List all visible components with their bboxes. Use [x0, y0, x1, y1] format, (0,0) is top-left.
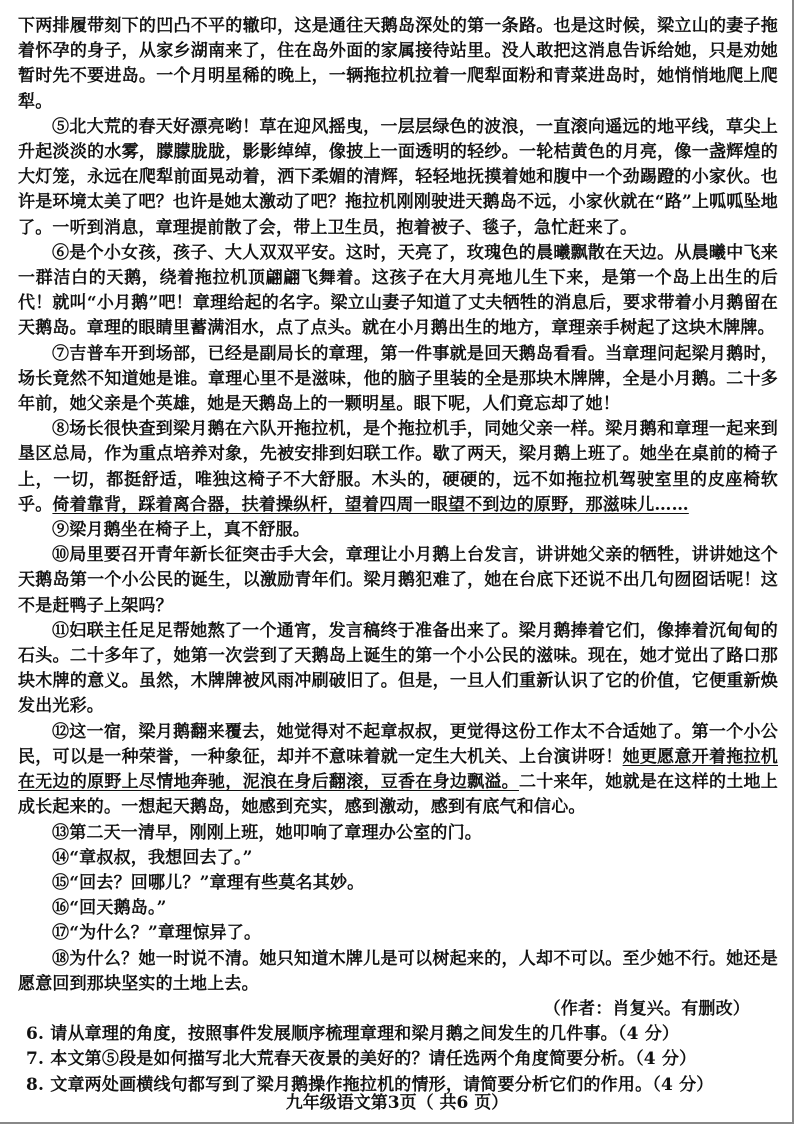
- paragraph-10: ⑩局里要召开青年新长征突击手大会，章理让小月鹅上台发言，讲讲她父亲的牺牲，讲讲她这个天鹅岛第一个小公民的诞生，以激励青年们。梁月鹅犯难了，她在台底下还说不出几句囫囵话呢！这不是赶鸭子上架吗？: [18, 545, 778, 616]
- paragraph-continued: 下两排履带刻下的凹凸不平的辙印，这是通往天鹅岛深处的第一条路。也是这时候，梁立山的妻子拖着怀孕的身子，从家乡湖南来了，住在岛外面的家属接待站里。没人敢把这消息告诉给她，只是劝她暂时先不要进岛。一个月明星稀的晚上，一辆拖拉机拉着一爬犁面粉和青菜进岛时，她悄悄地爬上爬犁。: [18, 16, 778, 112]
- paragraph-17: ⑰“为什么？”章理惊异了。: [52, 923, 262, 944]
- underlined-sentence-2: 她更愿意开着拖拉机在无边的原野上尽情地奔驰，泥浪在身后翻滚，豆香在身边飘溢。: [18, 746, 778, 793]
- paragraph-18: ⑱为什么？她一时说不清。她只知道木牌儿是可以树起来的，人却不可以。至少她不行。她还是愿意回到那块坚实的土地上去。: [18, 948, 778, 994]
- question-6: 6. 请从章理的角度，按照事件发展顺序梳理章理和梁月鹅之间发生的几件事。（4 分）: [26, 1024, 680, 1045]
- paragraph-7: ⑦吉普车开到场部，已经是副局长的章理，第一件事就是回天鹅岛看看。当章理问起梁月鹅时，场长竟然不知道她是谁。章理心里不是滋味，他的脑子里装的全是那块木牌牌，全是小月鹅。二十多年前，她父亲是个英雄，她是天鹅岛上的一颗明星。眼下呢，人们竟忘却了她！: [18, 343, 778, 415]
- paragraph-5: ⑤北大荒的春天好漂亮哟！草在迎风摇曳，一层层绿色的波浪，一直滚向遥远的地平线，草尖上升起淡淡的水雾，朦朦胧胧，影影绰绰，像披上一面透明的轻纱。一轮桔黄色的月亮，像一盏辉煌的大灯笼，永远在爬犁前面晃动着，洒下柔媚的清辉，轻轻地抚摸着她和腹中一个劲踢蹬的小家伙。也许是环境太美了吧？也许是她太激动了吧？拖拉机刚刚驶进天鹅岛不远，小家伙就在“路”上呱呱坠地了。一听到消息，章理提前散了会，带上卫生员，抱着被子、毯子，急忙赶来了。: [18, 116, 778, 238]
- paragraph-16: ⑯“回天鹅岛。”: [52, 898, 167, 919]
- paragraph-12-text-c: 二十来年，她就是在这样的土地上成长起来的。一想起天鹅岛，她感到充实，感到激动，感到有底气和信心。: [18, 772, 778, 818]
- paragraph-9: ⑨梁月鹅坐在椅子上，真不舒服。: [52, 520, 310, 541]
- paragraph-12-text-a: ⑫这一宿，梁月鹅翻来覆去，她觉得对不起章叔叔，更觉得这份工作太不合适她了。第一个小公民，可以是一种荣誉，一种象征，却并不意味着就一定生大机关、上台演讲呀！: [18, 721, 778, 767]
- author-credit: （作者：肖复兴。有删改）: [543, 998, 750, 1019]
- underlined-sentence-1: 倚着靠背，踩着离合器，扶着操纵杆，望着四周一眼望不到边的原野，那滋味儿……: [52, 494, 689, 515]
- paragraph-13: ⑬第二天一清早，刚刚上班，她叩响了章理办公室的门。: [52, 822, 482, 843]
- paragraph-6: ⑥是个小女孩，孩子、大人双双平安。这时，天亮了，玫瑰色的晨曦飘散在天边。从晨曦中飞来一群洁白的天鹅，绕着拖拉机顶翩翩飞舞着。这孩子在大月亮地儿生下来，是第一个岛上出生的后代！就叫“小月鹅”吧！章理给起的名字。梁立山妻子知道了丈夫牺牲的消息后，要求带着小月鹅留在天鹅岛。章理的眼睛里蓄满泪水，点了点头。就在小月鹅出生的地方，章理亲手树起了这块木牌牌。: [18, 242, 778, 339]
- paragraph-8: [18, 417, 778, 518]
- paragraph-12: [18, 720, 778, 821]
- reading-passage: [18, 14, 778, 1098]
- question-7: 7. 本文第⑤段是如何描写北大荒春天夜景的美好的？请任选两个角度简要分析。（4 分）: [26, 1049, 697, 1070]
- question-8: 8. 文章两处画横线句都写到了梁月鹅操作拖拉机的情形，请简要分析它们的作用。（4 分）: [26, 1074, 714, 1095]
- page-footer: 九年级语文第3页（ 共6 页）: [285, 1093, 509, 1113]
- paragraph-15: ⑮“回去？回哪儿？”章理有些莫名其妙。: [52, 872, 365, 893]
- paragraph-11: ⑪妇联主任足足帮她熬了一个通宵，发言稿终于准备出来了。梁月鹅捧着它们，像捧着沉甸甸的石头。二十多年了，她第一次尝到了天鹅岛上诞生的第一个小公民的滋味。现在，她才觉出了路口那块木牌的意义。虽然，木牌牌被风雨冲刷破旧了。但是，一旦人们重新认识了它的价值，它便重新焕发出光彩。: [18, 620, 778, 717]
- paragraph-8-text: ⑧场长很快查到梁月鹅在六队开拖拉机，是个拖拉机手，同她父亲一样。梁月鹅和章理一起来到垦区总局，作为重点培养对象，先被安排到妇联工作。歇了两天，梁月鹅上班了。她坐在桌前的椅子上，一切，都挺舒适，唯独这椅子不大舒服。木头的，硬硬的，远不如拖拉机驾驶室里的皮座椅软乎。: [18, 419, 778, 515]
- paragraph-14: ⑭“章叔叔，我想回去了。”: [52, 847, 253, 868]
